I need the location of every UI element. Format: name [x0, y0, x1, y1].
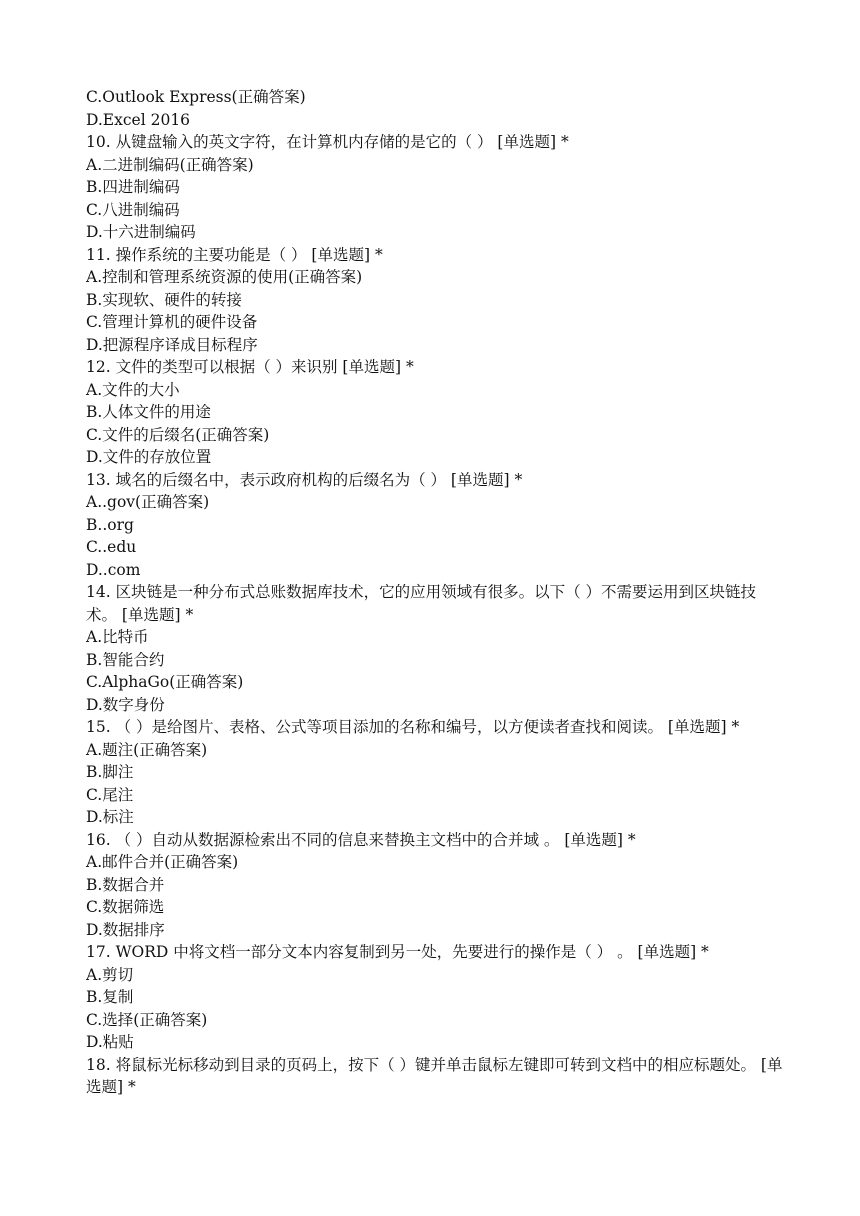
option-c: C.八进制编码 [86, 200, 180, 219]
option-c: C.管理计算机的硬件设备 [86, 313, 258, 331]
question-11 [86, 244, 786, 357]
option-d: D.文件的存放位置 [86, 448, 212, 466]
question-15 [86, 716, 786, 829]
option-a: A.二进制编码(正确答案) [86, 155, 254, 174]
option-b: B.数据合并 [86, 875, 165, 894]
question-stem: 10. 从键盘输入的英文字符，在计算机内存储的是它的（ ） [单选题] * [86, 133, 569, 151]
option-a: A..gov(正确答案) [86, 493, 210, 511]
question-17 [86, 941, 786, 1054]
question-14 [86, 581, 786, 716]
question-stem: 17. WORD 中将文档一部分文本内容复制到另一处，先要进行的操作是（ ） 。 [单选题] * [86, 943, 709, 961]
option-b: B.实现软、硬件的转接 [86, 290, 242, 309]
question-stem: 11. 操作系统的主要功能是（ ） [单选题] * [86, 245, 383, 264]
question-16 [86, 829, 786, 942]
option-d: D.把源程序译成目标程序 [86, 335, 258, 354]
option-c: C.文件的后缀名(正确答案) [86, 425, 270, 444]
question-12 [86, 356, 786, 469]
question-stem: 15. （ ）是给图片、表格、公式等项目添加的名称和编号，以方便读者查找和阅读。 [单选题] * [86, 718, 740, 736]
option-d: D.十六进制编码 [86, 223, 196, 241]
option-d: D.数据排序 [86, 920, 165, 939]
option-a: A.邮件合并(正确答案) [86, 853, 239, 871]
option-b: B.四进制编码 [86, 178, 180, 196]
option-a: A.控制和管理系统资源的使用(正确答案) [86, 268, 363, 286]
option-c: C.选择(正确答案) [86, 1010, 208, 1029]
option-d: D.数字身份 [86, 695, 165, 714]
document-page [86, 86, 786, 1099]
option-b: B.人体文件的用途 [86, 403, 211, 421]
option-b: B..org [86, 515, 134, 534]
question-stem: 18. 将鼠标光标移动到目录的页码上，按下（ ）键并单击鼠标左键即可转到文档中的相应标题处。 [单选题] * [86, 1055, 783, 1096]
option-d: D.粘贴 [86, 1033, 134, 1051]
option-b: B.智能合约 [86, 650, 165, 669]
question-stem: 16. （ ）自动从数据源检索出不同的信息来替换主文档中的合并域 。 [单选题] * [86, 830, 636, 849]
option-a: A.比特币 [86, 628, 149, 646]
option-a: A.剪切 [86, 965, 134, 984]
option-a: A.题注(正确答案) [86, 740, 208, 759]
question-stem: 13. 域名的后缀名中，表示政府机构的后缀名为（ ） [单选题] * [86, 470, 523, 489]
option-line: C.Outlook Express(正确答案) [86, 88, 306, 106]
question-stem: 14. 区块链是一种分布式总账数据库技术，它的应用领域有很多。以下（ ）不需要运用到区块链技术。 [单选题] * [86, 583, 757, 624]
option-b: B.脚注 [86, 763, 134, 781]
option-a: A.文件的大小 [86, 380, 180, 399]
question-18 [86, 1054, 786, 1099]
option-line: D.Excel 2016 [86, 110, 191, 129]
option-c: C..edu [86, 538, 137, 556]
option-c: C.尾注 [86, 785, 134, 804]
question-10 [86, 131, 786, 244]
option-d: D..com [86, 560, 141, 579]
option-b: B.复制 [86, 988, 134, 1006]
option-d: D.标注 [86, 808, 134, 826]
question-13 [86, 469, 786, 582]
option-c: C.AlphaGo(正确答案) [86, 673, 244, 691]
option-c: C.数据筛选 [86, 898, 165, 916]
question-stem: 12. 文件的类型可以根据（ ）来识别 [单选题] * [86, 358, 414, 376]
